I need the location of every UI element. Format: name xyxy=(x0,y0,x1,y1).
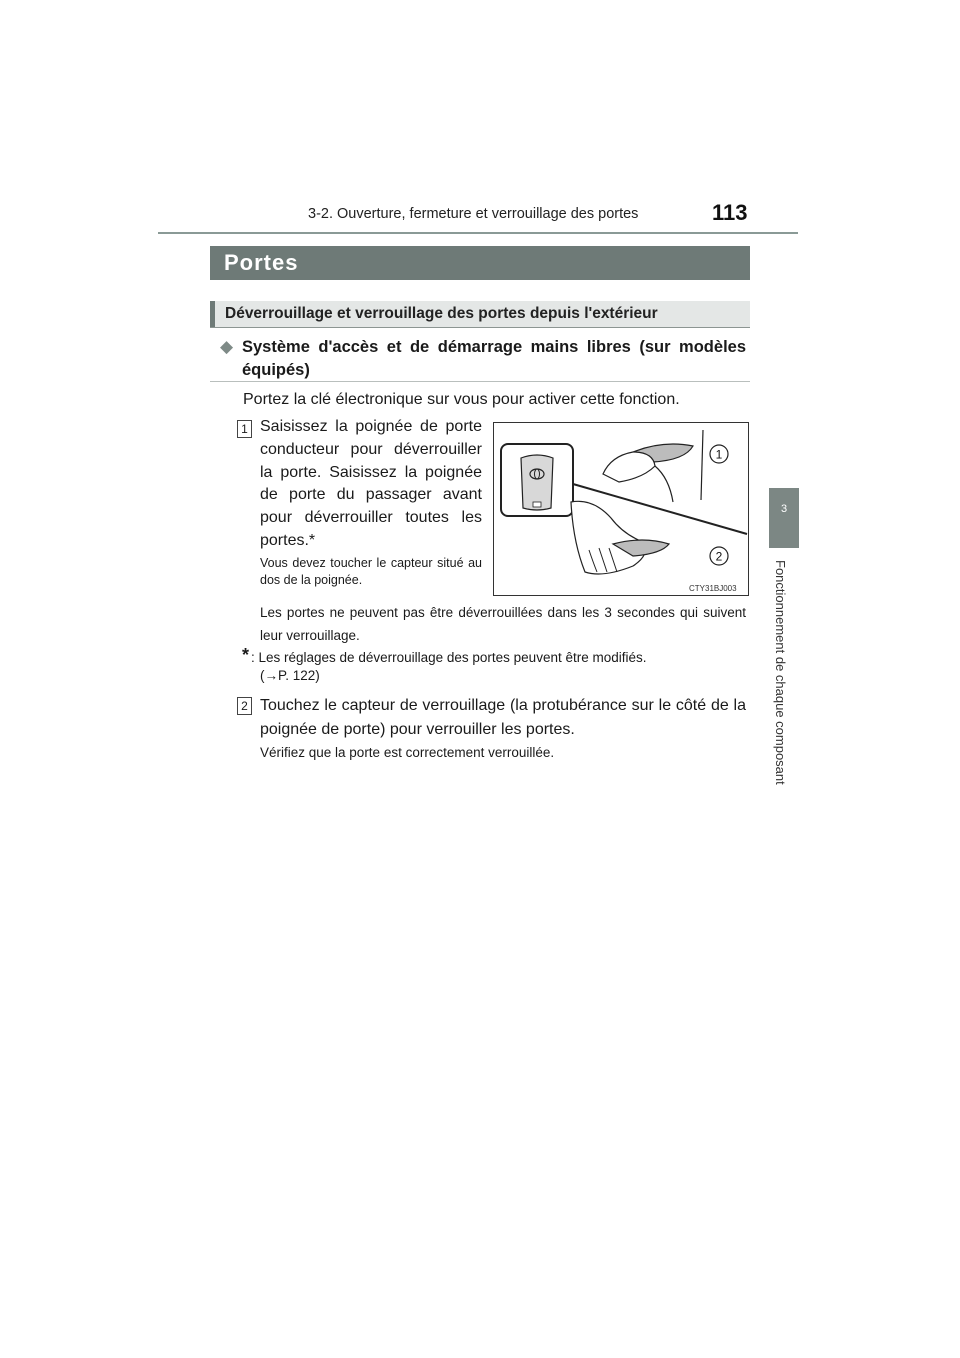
unlock-delay-note: Les portes ne peuvent pas être déverrouillées dans les 3 secondes qui suivent leur verrouillage. xyxy=(260,605,746,643)
page-number: 113 xyxy=(712,200,748,225)
feature-title: Système d'accès et de démarrage mains libres (sur modèles équipés) xyxy=(242,338,746,379)
feature-rule xyxy=(210,381,750,382)
chapter-title-text: Fonctionnement de chaque composant xyxy=(773,560,788,785)
page-title: Portes xyxy=(224,250,299,275)
chapter-tab-number: 3 xyxy=(780,503,788,515)
section-header: 3-2. Ouverture, fermeture et verrouillage des portes xyxy=(308,206,639,222)
step-2-number: 2 xyxy=(237,697,252,715)
callout-1: 1 xyxy=(715,447,723,462)
door-handle-illustration xyxy=(493,422,749,596)
footnote-text: : Les réglages de déverrouillage des portes peuvent être modifiés. xyxy=(251,650,647,665)
step-1-text: Saisissez la poignée de porte conducteur pour déverrouiller la porte. Saisissez la poignée de porte du passager avant pour déverrouiller toutes les portes.* xyxy=(260,418,482,549)
illustration-svg xyxy=(493,422,749,596)
subheading-rule xyxy=(210,327,750,328)
header-rule xyxy=(158,232,798,234)
diamond-bullet-icon: ◆ xyxy=(220,337,234,356)
chapter-tab xyxy=(769,488,799,548)
step-1-number: 1 xyxy=(237,420,252,438)
page-title-bar xyxy=(210,246,750,280)
subheading-bar xyxy=(210,301,750,327)
footnote-reference: (→P. 122) xyxy=(260,668,320,683)
callout-2: 2 xyxy=(715,549,723,564)
step-1-note: Vous devez toucher le capteur situé au dos de la poignée. xyxy=(260,556,482,587)
footnote-mark: * xyxy=(242,645,250,665)
figure-code: CTY31BJ003 xyxy=(689,584,737,593)
feature-intro: Portez la clé électronique sur vous pour activer cette fonction. xyxy=(243,391,680,408)
subheading: Déverrouillage et verrouillage des portes depuis l'extérieur xyxy=(225,305,658,322)
step-2-text: Touchez le capteur de verrouillage (la protubérance sur le côté de la poignée de porte) pour verrouiller les portes. xyxy=(260,697,746,738)
step-2-note: Vérifiez que la porte est correctement verrouillée. xyxy=(260,745,555,760)
